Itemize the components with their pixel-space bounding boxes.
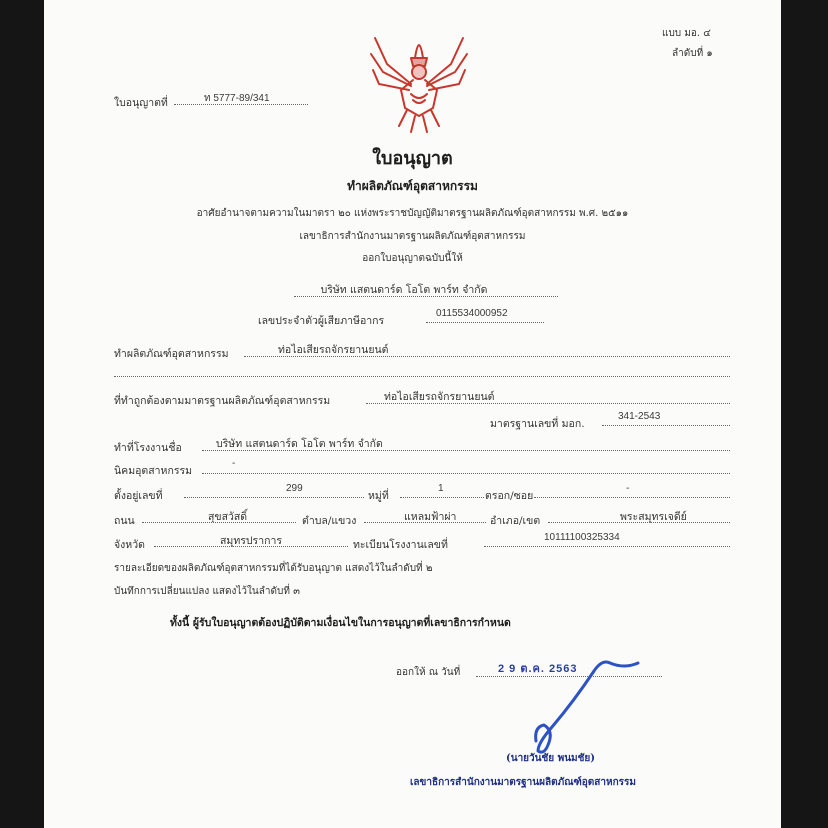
moo-label: หมู่ที่	[368, 490, 389, 502]
road-line	[142, 522, 296, 523]
std-no-label: มาตรฐานเลขที่ มอก.	[490, 418, 585, 430]
tax-id-label: เลขประจำตัวผู้เสียภาษีอากร	[258, 315, 385, 327]
licensee-company-line	[294, 296, 558, 297]
std-product-value: ท่อไอเสียรถจักรยานยนต์	[384, 391, 495, 403]
estate-label: นิคมอุตสาหกรรม	[114, 465, 193, 477]
license-no-line	[174, 104, 308, 105]
address-no-label: ตั้งอยู่เลขที่	[114, 490, 163, 502]
factory-reg-value: 10111100325334	[544, 532, 620, 543]
std-product-label: ที่ทำถูกต้องตามมาตรฐานผลิตภัณฑ์อุตสาหกรรม	[114, 395, 331, 407]
authority-line-2: เลขาธิการสำนักงานมาตรฐานผลิตภัณฑ์อุตสาหกรรม	[299, 231, 526, 242]
authority-line-1: อาศัยอำนาจตามความในมาตรา ๒๐ แห่งพระราชบัญญัติมาตรฐานผลิตภัณฑ์อุตสาหกรรม พ.ศ. ๒๕๑๑	[196, 208, 629, 219]
province-line	[154, 546, 348, 547]
details-note: รายละเอียดของผลิตภัณฑ์อุตสาหกรรมที่ได้รับอนุญาต แสดงไว้ในลำดับที่ ๒	[114, 563, 433, 574]
factory-value: บริษัท แสตนดาร์ด โอโต พาร์ท จำกัด	[216, 438, 383, 450]
std-product-line	[366, 403, 730, 404]
moo-value: 1	[438, 483, 444, 494]
district-label: อำเภอ/เขต	[490, 515, 541, 527]
licensee-company: บริษัท แสตนดาร์ด โอโต พาร์ท จำกัด	[320, 284, 488, 296]
garuda-emblem-icon	[367, 28, 471, 136]
signatory-title: เลขาธิการสำนักงานมาตรฐานผลิตภัณฑ์อุตสาหกรรม	[410, 777, 636, 788]
product-label: ทำผลิตภัณฑ์อุตสาหกรรม	[114, 348, 229, 360]
factory-reg-line	[484, 546, 730, 547]
signature-icon	[514, 655, 644, 755]
address-no-line	[184, 497, 364, 498]
soi-label: ตรอก/ซอย	[485, 490, 534, 502]
subdistrict-value: แหลมฟ้าผ่า	[404, 511, 457, 523]
product-line-2	[114, 376, 730, 377]
product-line	[244, 356, 730, 357]
estate-line	[202, 473, 730, 474]
road-value: สุขสวัสดิ์	[208, 511, 248, 523]
tax-id-line	[426, 322, 544, 323]
license-no-label: ใบอนุญาตที่	[114, 97, 168, 109]
license-document	[44, 0, 781, 828]
factory-reg-label: ทะเบียนโรงงานเลขที่	[353, 539, 448, 551]
license-no-value: ท 5777-89/341	[204, 93, 270, 104]
tax-id-value: 0115534000952	[436, 308, 508, 319]
district-line	[548, 522, 730, 523]
sequence-number: ลำดับที่ ๑	[672, 48, 713, 59]
condition-note: ทั้งนี้ ผู้รับใบอนุญาตต้องปฏิบัติตามเงื่อนไขในการอนุญาตที่เลขาธิการกำหนด	[170, 617, 511, 629]
form-code: แบบ มอ. ๔	[662, 28, 711, 39]
authority-line-3: ออกใบอนุญาตฉบับนี้ให้	[362, 253, 463, 264]
district-value: พระสมุทรเจดีย์	[620, 511, 687, 523]
soi-line	[534, 497, 730, 498]
moo-line	[400, 497, 484, 498]
address-no-value: 299	[286, 483, 303, 494]
issue-date-value: 2 9 ต.ค. 2563	[498, 663, 578, 675]
factory-label: ทำที่โรงงานชื่อ	[114, 442, 182, 454]
signatory-name: (นายวันชัย พนมชัย)	[506, 753, 596, 764]
std-no-line	[602, 425, 730, 426]
province-label: จังหวัด	[114, 539, 145, 551]
product-value: ท่อไอเสียรถจักรยานยนต์	[278, 344, 389, 356]
subdistrict-label: ตำบล/แขวง	[302, 515, 357, 527]
subdistrict-line	[364, 522, 486, 523]
estate-value: -	[232, 458, 236, 469]
province-value: สมุทรปราการ	[220, 535, 282, 547]
road-label: ถนน	[114, 515, 135, 527]
changes-note: บันทึกการเปลี่ยนแปลง แสดงไว้ในลำดับที่ ๓	[114, 586, 300, 597]
document-subtitle: ทำผลิตภัณฑ์อุตสาหกรรม	[347, 179, 478, 193]
factory-line	[202, 450, 730, 451]
issue-date-label: ออกให้ ณ วันที่	[396, 667, 461, 678]
std-no-value: 341-2543	[618, 411, 661, 422]
document-title: ใบอนุญาต	[372, 148, 453, 169]
soi-value: -	[626, 483, 630, 494]
